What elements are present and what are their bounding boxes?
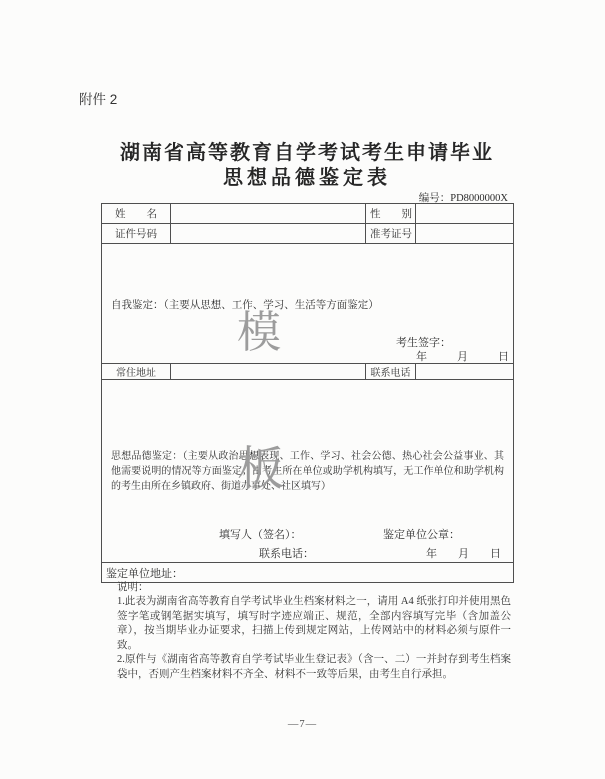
self-appraisal-label: 自我鉴定：（主要从思想、工作、学习、生活等方面鉴定） bbox=[111, 300, 379, 311]
gender-label: 性 别 bbox=[366, 204, 416, 224]
admission-ticket-label: 准考证号 bbox=[366, 224, 416, 244]
watermark-char-mo: 模 bbox=[237, 308, 281, 357]
contact-phone-value-cell bbox=[416, 364, 514, 380]
residence-address-value-cell bbox=[171, 364, 366, 380]
unit-address-label: 鉴定单位地址： bbox=[102, 563, 514, 583]
id-number-label: 证件号码 bbox=[102, 224, 171, 244]
notes-heading: 说明： bbox=[117, 582, 149, 593]
form-title bbox=[101, 141, 513, 190]
filler-signature-label: 填写人（签名）： bbox=[219, 529, 302, 541]
unit-seal-label: 鉴定单位公章： bbox=[383, 529, 460, 541]
filler-phone-label: 联系电话： bbox=[259, 548, 314, 560]
appraisal-form-table bbox=[101, 203, 514, 583]
residence-address-label: 常住地址 bbox=[102, 364, 171, 380]
table-row bbox=[102, 224, 514, 244]
table-row bbox=[102, 244, 514, 364]
table-row bbox=[102, 380, 514, 563]
table-row bbox=[102, 204, 514, 224]
attachment-label: 附件 2 bbox=[79, 92, 118, 107]
candidate-date-line bbox=[416, 348, 509, 364]
table-row bbox=[102, 364, 514, 380]
page-number: —7— bbox=[287, 719, 318, 730]
table-row bbox=[102, 563, 514, 583]
name-label: 姓 名 bbox=[102, 204, 171, 224]
note-item-2: 2.原件与《湖南省高等教育自学考试毕业生登记表》（含一、二）一并封存到考生档案袋中，否则产生档案材料不齐全、材料不一致等后果，由考生自行承担。 bbox=[117, 654, 511, 680]
note-item-1: 1.此表为湖南省高等教育自学考试毕业生档案材料之一，请用 A4 纸张打印并使用黑色签字笔或钢笔据实填写，填写时字迹应端正、规范，全部内容填写完毕（含加盖公章），按当期毕业办证要求，扫描上传到规定网站，上传网站中的材料必须与原件一致。 bbox=[117, 596, 511, 651]
day-label: 日 bbox=[490, 548, 501, 560]
serial-number: 编号：PD8000000X bbox=[418, 193, 508, 204]
year-label: 年 bbox=[416, 351, 427, 363]
name-value-cell bbox=[171, 204, 366, 224]
admission-ticket-value-cell bbox=[416, 224, 514, 244]
form-title-line1: 湖南省高等教育自学考试考生申请毕业 bbox=[120, 142, 494, 164]
month-label: 月 bbox=[457, 351, 468, 363]
id-number-value-cell bbox=[171, 224, 366, 244]
notes-section bbox=[117, 581, 511, 683]
self-appraisal-cell bbox=[102, 244, 514, 364]
unit-date-line bbox=[426, 545, 501, 561]
moral-appraisal-cell bbox=[102, 380, 514, 563]
day-label: 日 bbox=[498, 351, 509, 363]
moral-appraisal-label: 思想品德鉴定：（主要从政治思想表现、工作、学习、社会公德、热心社会公益事业、其他需要说明的情况等方面鉴定；由考生所在单位或助学机构填写，无工作单位和助学机构的考生由所在乡镇政府、街道办事处、社区填写） bbox=[111, 451, 504, 492]
candidate-signature-label: 考生签字： bbox=[396, 337, 451, 349]
year-label: 年 bbox=[426, 548, 437, 560]
contact-phone-label: 联系电话 bbox=[366, 364, 416, 380]
watermark-char-ban: 板 bbox=[237, 442, 284, 495]
month-label: 月 bbox=[458, 548, 469, 560]
form-title-line2: 思想品德鉴定表 bbox=[223, 167, 391, 189]
gender-value-cell bbox=[416, 204, 514, 224]
